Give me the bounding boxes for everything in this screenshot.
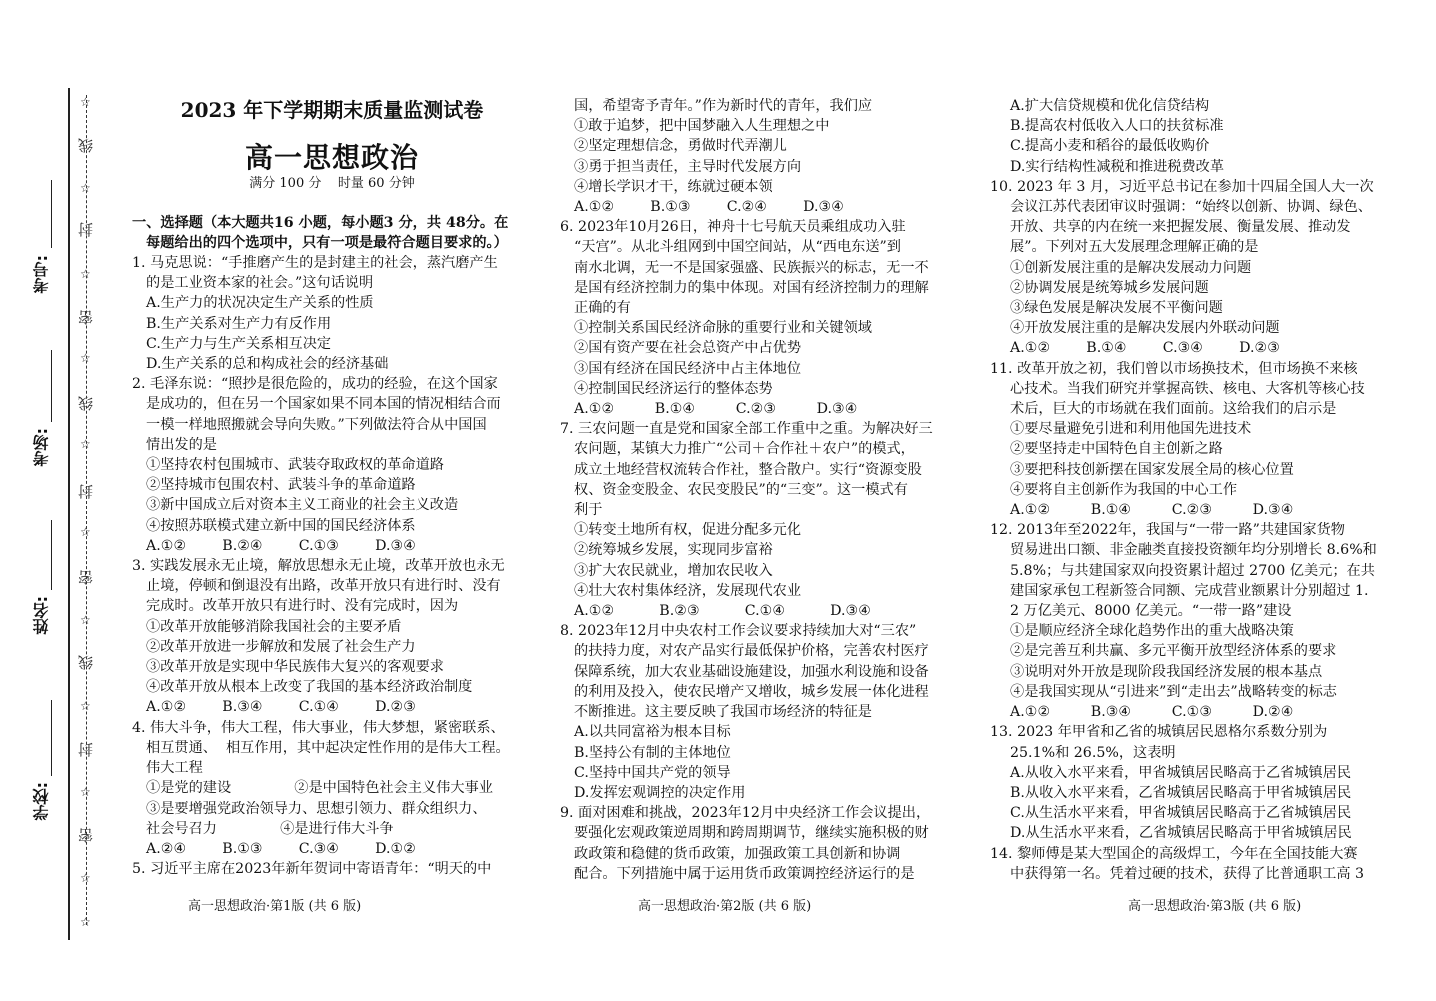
option-line: ②要坚持走中国特色自主创新之路 xyxy=(1010,441,1223,458)
question-line: 8. 2023年12月中央农村工作会议要求持续加大对“三农” xyxy=(560,623,917,640)
question-line: 的是工业资本家的社会。”这句话说明 xyxy=(146,275,374,292)
star-ornament: ☆ xyxy=(80,181,91,195)
option-line: ①转变土地所有权，促进分配多元化 xyxy=(574,522,802,539)
binding-mark-seal: 封 xyxy=(77,222,95,237)
option-line: ③国有经济在国民经济中占主体地位 xyxy=(574,360,802,377)
star-ornament: ☆ xyxy=(80,351,91,365)
question-line: 7. 三农问题一直是党和国家全部工作重中之重。为解决好三 xyxy=(560,421,933,438)
question-line: 是成功的，但在另一个国家如果不同本国的情况相结合而 xyxy=(146,396,501,413)
option-line: ③改革开放是实现中华民族伟大复兴的客观要求 xyxy=(146,659,444,676)
option-line: D.从生活水平来看，乙省城镇居民略高于甲省城镇居民 xyxy=(1010,825,1352,842)
page-2-column xyxy=(560,96,960,884)
option-line: ④控制国民经济运行的整体态势 xyxy=(574,380,773,397)
question-line: 心技术。当我们研究并掌握高铁、核电、大客机等核心技 xyxy=(1010,380,1365,397)
question-line: 9. 面对困难和挑战，2023年12月中央经济工作会议提出， xyxy=(560,805,931,822)
answer-choices: A.①② B.②④ C.①③ D.③④ xyxy=(146,537,416,554)
option-line: A.扩大信贷规模和优化信贷结构 xyxy=(1010,98,1210,114)
question-line: 4. 伟大斗争，伟大工程，伟大事业，伟大梦想，紧密联系、 xyxy=(132,719,505,736)
option-line: B.坚持公有制的主体地位 xyxy=(574,744,731,761)
question-line: 是国有经济控制力的集中体现。对国有经济控制力的理解 xyxy=(574,279,929,296)
option-line: B.从收入水平来看，乙省城镇居民略高于甲省城镇居民 xyxy=(1010,784,1352,801)
question-line: 贸易进出口额、非金融类直接投资额年均分别增长 8.6%和 xyxy=(1010,542,1377,559)
star-ornament: ☆ xyxy=(80,613,91,627)
option-line: ④要将自主创新作为我国的中心工作 xyxy=(1010,481,1238,498)
option-line: ①是顺应经济全球化趋势作出的重大战略决策 xyxy=(1010,623,1294,640)
school-label: 学校: xyxy=(32,782,51,821)
question-line: 一模一样地照搬就会导向失败。”下列做法符合从中国国 xyxy=(146,416,487,433)
section-heading: 每题给出的四个选项中，只有一项是最符合题目要求的。） xyxy=(146,234,508,251)
question-line: 要强化宏观政策逆周期和跨周期调节，继续实施积极的财 xyxy=(574,825,929,842)
question-line: 12. 2013年至2022年，我国与“一带一路”共建国家货物 xyxy=(990,522,1345,539)
option-line: ③新中国成立后对资本主义工商业的社会主义改造 xyxy=(146,497,459,514)
question-line: 南水北调，无一不是国家强盛、民族振兴的标志，无一不 xyxy=(574,259,929,276)
option-line: ②改革开放进一步解放和发展了社会生产力 xyxy=(146,638,416,655)
binding-mark-seal: 封 xyxy=(77,742,95,757)
option-line: ③勇于担当责任，主导时代发展方向 xyxy=(574,158,802,175)
exam-number-label: 考号: xyxy=(32,255,51,294)
option-line: ③扩大农民就业，增加农民收入 xyxy=(574,562,773,579)
option-line: ②协调发展是统筹城乡发展问题 xyxy=(1010,279,1209,296)
option-line: ③绿色发展是解决发展不平衡问题 xyxy=(1010,300,1223,317)
star-ornament: ☆ xyxy=(80,699,91,713)
option-line: ②统筹城乡发展，实现同步富裕 xyxy=(574,542,773,559)
question-line: “天宫”。从北斗组网到中国空间站，从“西电东送”到 xyxy=(574,239,901,256)
page-2-footer: 高一思想政治·第2版 (共 6 版) xyxy=(638,899,812,914)
binding-mark-line: 线 xyxy=(77,396,95,411)
option-line: ②是完善互利共赢、多元平衡开放型经济体系的要求 xyxy=(1010,643,1337,660)
question-line: 政政策和稳健的货币政策，加强政策工具创新和协调 xyxy=(574,845,901,862)
option-line: ①改革开放能够消除我国社会的主要矛盾 xyxy=(146,618,402,635)
answer-choices: A.①② B.①④ C.③④ D.②③ xyxy=(1010,340,1280,357)
question-line: 5.8%；与共建国家双向投资累计超过 2700 亿美元；在共 xyxy=(1010,562,1375,579)
question-line: 建国家承包工程新签合同额、完成营业额累计分别超过 1. xyxy=(1010,582,1369,599)
answer-choices: A.①② B.③④ C.①④ D.②③ xyxy=(146,699,416,716)
page-3-footer: 高一思想政治·第3版 (共 6 版) xyxy=(1128,899,1302,914)
binding-mark-line: 线 xyxy=(77,655,95,670)
exam-room-field[interactable] xyxy=(51,350,52,422)
question-line: 保障系统，加大农业基础设施建设，加强水利设施和设备 xyxy=(574,663,929,680)
exam-meta: 满分 100 分 时量 60 分钟 xyxy=(249,176,415,192)
question-line: 成立土地经营权流转合作社，整合散户。实行“资源变股 xyxy=(574,461,922,478)
question-line: 中获得第一名。凭着过硬的技术，获得了比普通职工高 3 xyxy=(1010,865,1365,882)
question-line: 1. 马克思说：“手推磨产生的是封建主的社会，蒸汽磨产生 xyxy=(132,255,498,272)
answer-choices: A.①② B.②③ C.①④ D.③④ xyxy=(574,603,871,620)
question-line: 5. 习近平主席在2023年新年贺词中寄语青年：“明天的中 xyxy=(132,861,492,878)
question-line: 展”。下列对五大发展理念理解正确的是 xyxy=(1010,239,1259,256)
option-line: ①是党的建设 ②是中国特色社会主义伟大事业 xyxy=(146,780,493,797)
option-line: A.以共同富裕为根本目标 xyxy=(574,724,731,741)
question-line: 权、资金变股金、农民变股民”的“三变”。这一模式有 xyxy=(574,481,908,498)
option-line: ①坚持农村包围城市、武装夺取政权的革命道路 xyxy=(146,457,444,474)
option-line: ①创新发展注重的是解决发展动力问题 xyxy=(1010,259,1252,276)
star-ornament: ☆ xyxy=(80,437,91,451)
option-line: B.提高农村低收入人口的扶贫标准 xyxy=(1010,118,1224,135)
section-heading: 一、选择题（本大题共16 小题，每小题3 分，共 48分。在 xyxy=(132,214,509,231)
option-line: ④是我国实现从“引进来”到“走出去”战略转变的标志 xyxy=(1010,683,1337,700)
star-ornament: ☆ xyxy=(80,267,91,281)
question-line: 13. 2023 年甲省和乙省的城镇居民恩格尔系数分别为 xyxy=(990,724,1328,741)
option-line: ④壮大农村集体经济，发展现代农业 xyxy=(574,582,802,599)
question-line: 11. 改革开放之初，我们曾以市场换技术，但市场换不来核 xyxy=(990,360,1358,377)
option-line: D.实行结构性减税和推进税费改革 xyxy=(1010,158,1225,175)
option-line: ③要把科技创新摆在国家发展全局的核心位置 xyxy=(1010,461,1294,478)
option-line: ④改革开放从根本上改变了我国的基本经济政治制度 xyxy=(146,679,473,696)
star-ornament: ☆ xyxy=(80,525,91,539)
star-ornament: ☆ xyxy=(80,871,91,885)
page-1-column xyxy=(132,92,532,879)
question-line: 利于 xyxy=(574,502,603,519)
option-line: ③是要增强党政治领导力、思想引领力、群众组织力、 xyxy=(146,800,487,817)
option-line: C.从生活水平来看，甲省城镇居民略高于乙省城镇居民 xyxy=(1010,805,1352,822)
name-field[interactable] xyxy=(51,520,52,590)
subject-title: 高一思想政治 xyxy=(244,141,419,175)
school-field[interactable] xyxy=(51,700,52,776)
star-ornament: ☆ xyxy=(80,95,91,109)
answer-choices: A.①② B.①④ C.②③ D.③④ xyxy=(1010,502,1294,519)
question-line: 14. 黎师傅是某大型国企的高级焊工，今年在全国技能大赛 xyxy=(990,845,1358,862)
option-line: ①要尽量避免引进和利用他国先进技术 xyxy=(1010,421,1252,438)
binding-mark-line: 线 xyxy=(77,138,95,153)
question-line: 的利用及投入，使农民增产又增收，城乡发展一体化进程 xyxy=(574,683,929,700)
question-line: 术后，巨大的市场就在我们面前。这给我们的启示是 xyxy=(1010,401,1337,418)
answer-choices: A.②④ B.①③ C.③④ D.①② xyxy=(146,840,416,857)
page-1-footer: 高一思想政治·第1版 (共 6 版) xyxy=(188,899,362,914)
option-line: A.从收入水平来看，甲省城镇居民略高于乙省城镇居民 xyxy=(1010,764,1352,781)
option-line: ③说明对外开放是现阶段我国经济发展的根本基点 xyxy=(1010,663,1323,680)
option-line: 社会号召力 ④是进行伟大斗争 xyxy=(146,820,394,837)
question-line: 配合。下列措施中属于运用货币政策调控经济运行的是 xyxy=(574,865,915,882)
question-line: 25.1%和 26.5%，这表明 xyxy=(1010,744,1176,761)
option-line: ④开放发展注重的是解决发展内外联动问题 xyxy=(1010,320,1280,337)
question-line: 情出发的是 xyxy=(146,436,217,453)
answer-choices: A.①② B.①④ C.②③ D.③④ xyxy=(574,401,858,418)
question-line: 6. 2023年10月26日，神舟十七号航天员乘组成功入驻 xyxy=(560,219,906,236)
name-label: 姓名: xyxy=(32,596,51,635)
question-line: 2. 毛泽东说：“照抄是很危险的，成功的经验，在这个国家 xyxy=(132,376,498,393)
page-3-column xyxy=(990,96,1410,884)
binding-mark-secret: 密 xyxy=(77,310,95,325)
answer-choices: A.①② B.①③ C.②④ D.③④ xyxy=(574,199,844,216)
star-ornament: ☆ xyxy=(80,915,91,929)
question-line: 正确的有 xyxy=(574,300,631,317)
question-line: 3. 实践发展永无止境，解放思想永无止境，改革开放也永无 xyxy=(132,558,505,575)
option-line: B.生产关系对生产力有反作用 xyxy=(146,315,332,332)
question-line: 的扶持力度，对农产品实行最低保护价格，完善农村医疗 xyxy=(574,643,929,660)
answer-choices: A.①② B.③④ C.①③ D.②④ xyxy=(1010,704,1294,721)
question-line: 10. 2023 年 3 月，习近平总书记在参加十四届全国人大一次 xyxy=(990,178,1374,195)
exam-room-label: 考场: xyxy=(32,428,51,467)
binding-mark-seal: 封 xyxy=(77,484,95,499)
option-line: ②坚定理想信念，勇做时代弄潮儿 xyxy=(574,138,787,155)
question-line: 会议江苏代表团审议时强调：“始终以创新、协调、绿色、 xyxy=(1010,199,1372,216)
exam-title: 2023 年下学期期末质量监测试卷 xyxy=(180,98,484,122)
option-line: ④增长学识才干，练就过硬本领 xyxy=(574,178,773,195)
option-line: ④按照苏联模式建立新中国的国民经济体系 xyxy=(146,517,416,534)
binding-dashed-line xyxy=(86,95,87,925)
page-1-text xyxy=(132,213,532,880)
option-line: C.提高小麦和稻谷的最低收购价 xyxy=(1010,138,1210,155)
option-line: ②国有资产要在社会总资产中占优势 xyxy=(574,340,802,357)
option-line: C.生产力与生产关系相互决定 xyxy=(146,335,332,352)
option-line: ①控制关系国民经济命脉的重要行业和关键领域 xyxy=(574,320,872,337)
option-line: ②坚持城市包围农村、武装斗争的革命道路 xyxy=(146,477,416,494)
option-line: D.发挥宏观调控的决定作用 xyxy=(574,784,746,801)
question-line: 完成时。改革开放只有进行时、没有完成时，因为 xyxy=(146,598,459,615)
question-line: 伟大工程 xyxy=(146,760,203,777)
question-line: 农问题，某镇大力推广“公司＋合作社＋农户”的模式， xyxy=(574,441,915,458)
question-line: 不断推进。这主要反映了我国市场经济的特征是 xyxy=(574,704,872,721)
question-line: 2 万亿美元、8000 亿美元。“一带一路”建设 xyxy=(1010,603,1292,620)
binding-mark-secret: 密 xyxy=(77,570,95,585)
question-line: 相互贯通、 相互作用，其中起决定性作用的是伟大工程。 xyxy=(146,739,510,756)
question-line: 止境，停顿和倒退没有出路，改革开放只有进行时、没有 xyxy=(146,578,501,595)
option-line: ①敢于追梦，把中国梦融入人生理想之中 xyxy=(574,118,830,135)
star-ornament: ☆ xyxy=(80,785,91,799)
question-line: 开放、共享的内在统一来把握发展、衡量发展、推动发 xyxy=(1010,219,1351,236)
exam-number-field[interactable] xyxy=(51,180,52,248)
question-line: 国，希望寄予青年。”作为新时代的青年，我们应 xyxy=(574,98,873,114)
binding-mark-secret: 密 xyxy=(77,828,95,843)
option-line: C.坚持中国共产党的领导 xyxy=(574,764,731,781)
binding-margin xyxy=(0,0,112,1001)
option-line: A.生产力的状况决定生产关系的性质 xyxy=(146,295,374,312)
option-line: D.生产关系的总和构成社会的经济基础 xyxy=(146,356,389,373)
binding-solid-line xyxy=(68,88,70,940)
